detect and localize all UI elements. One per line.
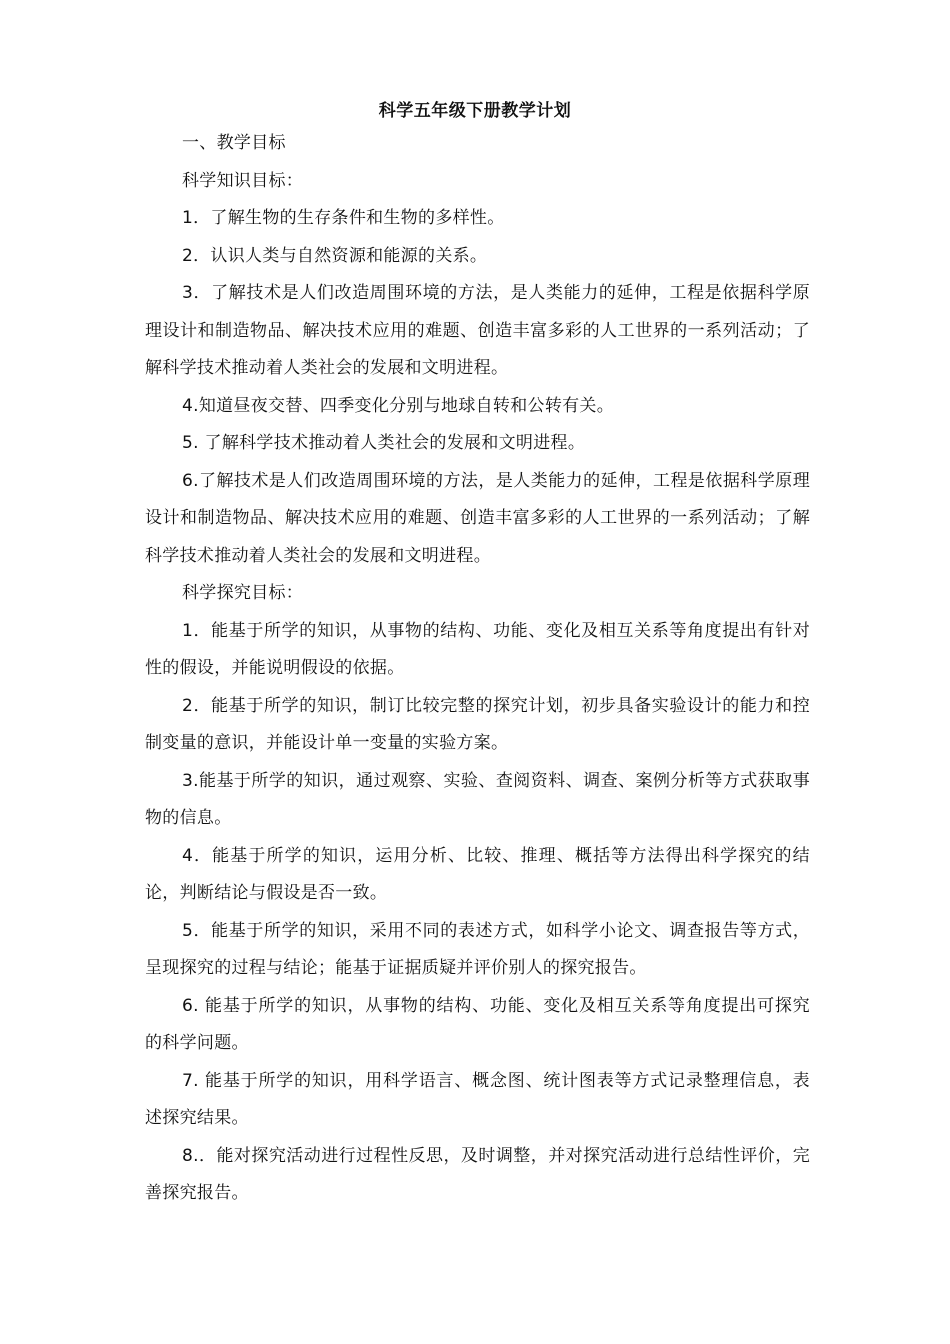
knowledge-goal-item: 1．了解生物的生存条件和生物的多样性。 — [182, 208, 505, 228]
inquiry-goal-item: 3.能基于所学的知识，通过观察、实验、查阅资料、调查、案例分析等方式获取事物的信息。 — [145, 770, 810, 828]
knowledge-goal-item: 5. 了解科学技术推动着人类社会的发展和文明进程。 — [182, 433, 586, 453]
subheading-inquiry-goals: 科学探究目标： — [182, 583, 304, 603]
inquiry-goal-item: 7. 能基于所学的知识，用科学语言、概念图、统计图表等方式记录整理信息，表述探究结果。 — [145, 1070, 810, 1128]
knowledge-goal-item: 2．认识人类与自然资源和能源的关系。 — [182, 245, 488, 266]
section-heading-teaching-goals: 一、教学目标 — [182, 133, 286, 153]
inquiry-goal-item: 5．能基于所学的知识，采用不同的表述方式，如科学小论文、调查报告等方式，呈现探究的过程与结论；能基于证据质疑并评价别人的探究报告。 — [145, 920, 810, 978]
inquiry-goal-item: 2．能基于所学的知识，制订比较完整的探究计划，初步具备实验设计的能力和控制变量的意识，并能设计单一变量的实验方案。 — [145, 695, 810, 753]
inquiry-goal-item: 8.．能对探究活动进行过程性反思，及时调整，并对探究活动进行总结性评价，完善探究报告。 — [145, 1145, 810, 1203]
inquiry-goal-item: 1．能基于所学的知识，从事物的结构、功能、变化及相互关系等角度提出有针对性的假设，并能说明假设的依据。 — [145, 620, 810, 678]
knowledge-goal-item: 3．了解技术是人们改造周围环境的方法，是人类能力的延伸，工程是依据科学原理设计和制造物品、解决技术应用的难题、创造丰富多彩的人工世界的一系列活动；了解科学技术推动着人类社会的发展和文明进程。 — [145, 283, 810, 378]
knowledge-goal-item: 4.知道昼夜交替、四季变化分别与地球自转和公转有关。 — [182, 395, 615, 416]
document-body — [145, 125, 810, 1213]
document-title: 科学五年级下册教学计划 — [378, 101, 572, 121]
knowledge-goal-item: 6.了解技术是人们改造周围环境的方法，是人类能力的延伸，工程是依据科学原理设计和制造物品、解决技术应用的难题、创造丰富多彩的人工世界的一系列活动；了解科学技术推动着人类社会的发展和文明进程。 — [145, 470, 810, 566]
inquiry-goal-item: 6. 能基于所学的知识，从事物的结构、功能、变化及相互关系等角度提出可探究的科学问题。 — [145, 995, 810, 1053]
inquiry-goal-item: 4．能基于所学的知识，运用分析、比较、推理、概括等方法得出科学探究的结论，判断结论与假设是否一致。 — [145, 845, 810, 903]
subheading-knowledge-goals: 科学知识目标： — [182, 170, 304, 191]
